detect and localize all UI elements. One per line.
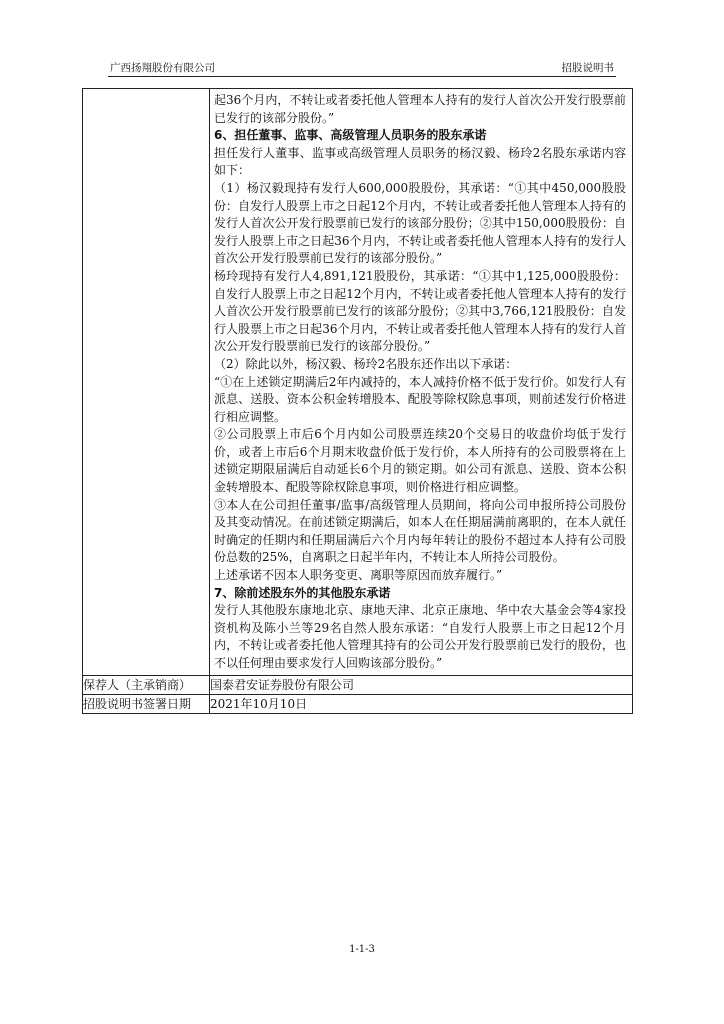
paragraph: “①在上述锁定期满后2年内减持的，本人减持价格不低于发行价。如发行人有派息、送股、资本公积金转增股本、配股等除权除息事项，则前述发行价格进行相应调整。 bbox=[214, 374, 626, 424]
paragraph: 担任发行人董事、监事或高级管理人员职务的杨汉毅、杨玲2名股东承诺内容如下： bbox=[214, 145, 626, 178]
header-company-name: 广西扬翔股份有限公司 bbox=[110, 62, 215, 74]
header-doc-type: 招股说明书 bbox=[561, 62, 614, 74]
sponsor-row bbox=[83, 675, 633, 694]
paragraph: 杨玲现持有发行人4,891,121股股份，其承诺：“①其中1,125,000股股份：自发行人股票上市之日起12个月内，不转让或者委托他人管理本人持有的发行人首次公开发行股票前已发行的该部分股份；②其中3,766,121股股份：自发行人股票上市之日起36个月内，不转让或者委托他人管理本人持有的发行人首次公开发行股票前已发行的该部分股份。” bbox=[214, 268, 626, 354]
section-heading: 7、除前述股东外的其他股东承诺 bbox=[214, 585, 391, 600]
commitment-label-cell bbox=[83, 89, 210, 676]
page-header bbox=[108, 60, 616, 77]
paragraph: （2）除此以外，杨汉毅、杨玲2名股东还作出以下承诺： bbox=[214, 356, 518, 371]
paragraph: ②公司股票上市后6个月内如公司股票连续20个交易日的收盘价均低于发行价，或者上市后6个月期末收盘价低于发行价，本人所持有的公司股票将在上述锁定期限届满后自动延长6个月的锁定期。如公司有派息、送股、资本公积金转增股本、配股等除权除息事项，则价格进行相应调整。 bbox=[214, 427, 626, 495]
commitment-row bbox=[83, 89, 633, 676]
paragraph: 发行人其他股东康地北京、康地天津、北京正康地、华中农大基金会等4家投资机构及陈小兰等29名自然人股东承诺：“自发行人股票上市之日起12个月内，不转让或者委托他人管理其持有的公司公开发行股票前已发行的股份，也不以任何理由要求发行人回购该部分股份。” bbox=[214, 603, 626, 670]
sponsor-label: 保荐人（主承销商） bbox=[83, 675, 210, 694]
info-table bbox=[82, 88, 633, 714]
page-number: 1-1-3 bbox=[349, 944, 375, 955]
sign-date-value: 2021年10月10日 bbox=[210, 694, 633, 713]
commitment-content-cell bbox=[210, 89, 633, 676]
paragraph: 起36个月内，不转让或者委托他人管理本人持有的发行人首次公开发行股票前已发行的该部分股份。” bbox=[214, 93, 626, 125]
commitment-content bbox=[210, 89, 632, 675]
paragraph: ③本人在公司担任董事/监事/高级管理人员期间，将向公司申报所持公司股份及其变动情况。在前述锁定期满后，如本人在任期届满前离职的，在本人就任时确定的任期内和任期届满后六个月内每年转让的股份不超过本人持有公司股份总数的25%，自离职之日起半年内，不转让本人所持公司股份。 bbox=[214, 497, 626, 565]
sign-date-label: 招股说明书签署日期 bbox=[83, 694, 210, 713]
sign-date-row bbox=[83, 694, 633, 713]
paragraph: 上述承诺不因本人职务变更、离职等原因而放弃履行。” bbox=[214, 568, 503, 583]
section-heading: 6、担任董事、监事、高级管理人员职务的股东承诺 bbox=[214, 128, 487, 143]
paragraph: （1）杨汉毅现持有发行人600,000股股份，其承诺：“①其中450,000股股份：自发行人股票上市之日起12个月内，不转让或者委托他人管理本人持有的发行人首次公开发行股票前已发行的该部分股份；②其中150,000股股份：自发行人股票上市之日起36个月内，不转让或者委托他人管理本人持有的发行人首次公开发行股票前已发行的该部分股份。” bbox=[214, 180, 626, 266]
sponsor-value: 国泰君安证券股份有限公司 bbox=[210, 675, 633, 694]
